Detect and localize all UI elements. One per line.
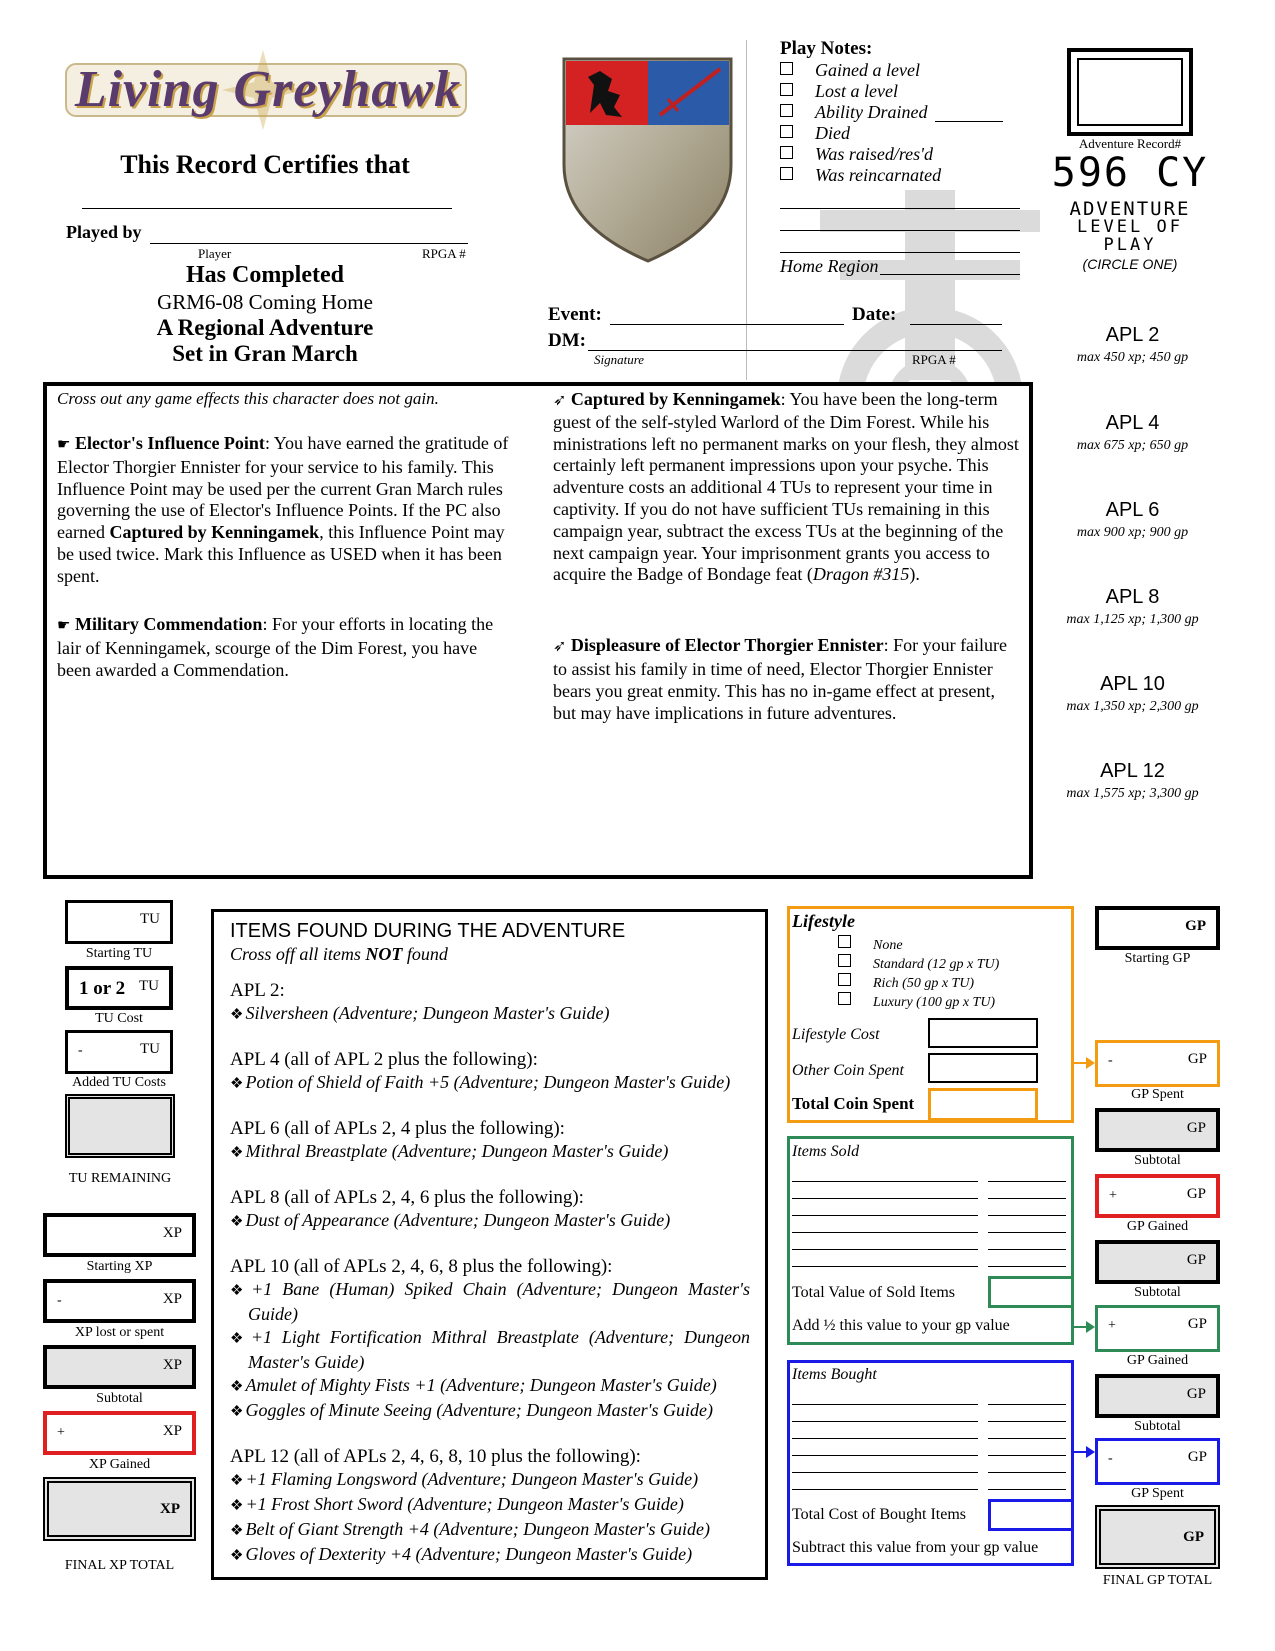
lifestyle-option-label: Rich (50 gp x TU)	[873, 976, 975, 991]
final-gp-label: FINAL GP TOTAL	[1102, 1573, 1213, 1588]
tu-unit: TU	[140, 911, 160, 927]
checkbox-icon[interactable]	[780, 83, 793, 96]
diamond-bullet-icon: ❖	[230, 1523, 244, 1539]
apl-max-reward: max 1,350 xp; 2,300 gp	[1066, 699, 1199, 714]
found-item-label: +1 Bane (Human) Spiked Chain (Adventure; Dungeon Master's Guide)	[248, 1279, 751, 1324]
item-group	[230, 1117, 750, 1165]
xp-unit: XP	[162, 1291, 182, 1307]
year-label: 596 CY	[1051, 150, 1209, 196]
other-coin-input[interactable]	[928, 1053, 1038, 1083]
diamond-bullet-icon: ❖	[230, 1498, 244, 1514]
level-of-play-label: LEVEL OF PLAY	[1077, 217, 1183, 255]
gp-unit: GP	[1186, 1120, 1206, 1136]
certifies-title: This Record Certifies that	[120, 150, 410, 179]
played-by-label: Played by	[66, 222, 142, 242]
lifestyle-option[interactable]	[838, 935, 903, 954]
play-note-label: Ability Drained	[815, 102, 928, 122]
bought-line[interactable]	[792, 1421, 978, 1422]
found-item-label: Dust of Appearance (Adventure; Dungeon Master's Guide)	[245, 1210, 671, 1230]
player-name-line[interactable]	[150, 243, 468, 244]
lifestyle-option-label: Standard (12 gp x TU)	[873, 957, 1000, 972]
item-group-heading: APL 12 (all of APLs 2, 4, 6, 8, 10 plus the following):	[230, 1446, 641, 1467]
found-item[interactable]	[230, 1518, 750, 1543]
arrow-right-icon	[1086, 1446, 1095, 1458]
bought-line[interactable]	[792, 1438, 978, 1439]
logo-text: Living Greyhawk	[74, 61, 462, 118]
gp-gained-box-2[interactable]	[1095, 1305, 1220, 1352]
xp-gained-label: XP Gained	[88, 1457, 151, 1472]
lifestyle-option-label: None	[873, 938, 903, 953]
sold-value-line[interactable]	[988, 1232, 1066, 1233]
item-group-heading: APL 2:	[230, 980, 285, 1001]
effects-intro: Cross out any game effects this character does not gain.	[57, 389, 439, 408]
adventure-setting: Set in Gran March	[172, 341, 358, 366]
gp-gained-label-1: GP Gained	[1126, 1219, 1189, 1234]
xp-unit: XP	[162, 1357, 182, 1373]
diamond-bullet-icon: ❖	[230, 1283, 250, 1299]
apl-level-label[interactable]: APL 8	[1105, 586, 1160, 608]
checkbox-icon[interactable]	[838, 935, 851, 948]
found-item-label: Silversheen (Adventure; Dungeon Master's Guide)	[245, 1003, 610, 1023]
add-half-label: Add ½ this value to your gp value	[792, 1317, 1010, 1334]
apl-level-label[interactable]: APL 4	[1105, 412, 1160, 434]
final-gp-box[interactable]	[1095, 1505, 1220, 1569]
sold-value-line[interactable]	[988, 1198, 1066, 1199]
found-item[interactable]	[230, 1399, 750, 1424]
checkbox-icon[interactable]	[838, 992, 851, 1005]
gp-unit: GP	[1186, 1186, 1206, 1202]
diamond-bullet-icon: ❖	[230, 1076, 244, 1092]
effect-title: Elector's Influence Point	[74, 433, 265, 453]
xp-lost-box[interactable]	[43, 1279, 196, 1323]
player-caption: Player	[198, 246, 232, 261]
starting-xp-label: Starting XP	[86, 1259, 153, 1274]
rpga-caption: RPGA #	[422, 246, 466, 261]
found-item[interactable]	[230, 1209, 750, 1234]
character-name-line[interactable]	[82, 208, 452, 209]
subtitle-text: found	[402, 944, 448, 964]
bought-value-line[interactable]	[988, 1404, 1066, 1405]
effect-reference: Captured by Kenningamek	[109, 522, 320, 543]
item-group-heading: APL 4 (all of APL 2 plus the following):	[230, 1049, 538, 1070]
pointing-hand-icon: ☛	[57, 618, 71, 634]
item-group	[230, 1186, 750, 1234]
items-groups	[230, 979, 750, 1589]
xp-subtotal-label: Subtotal	[96, 1391, 143, 1406]
apl-max-reward: max 675 xp; 650 gp	[1076, 438, 1189, 453]
sold-line[interactable]	[792, 1215, 978, 1216]
apl-max-reward: max 900 xp; 900 gp	[1076, 525, 1189, 540]
date-label: Date:	[852, 304, 897, 325]
play-note-reincarnated[interactable]	[780, 165, 941, 186]
total-bought-input[interactable]	[988, 1499, 1074, 1531]
subtitle-text: Cross off all items	[230, 944, 366, 964]
found-item-label: Belt of Giant Strength +4 (Adventure; Dungeon Master's Guide)	[245, 1519, 711, 1539]
gp-gained-label-2: GP Gained	[1126, 1353, 1189, 1368]
bought-line[interactable]	[792, 1489, 978, 1490]
other-coin-label: Other Coin Spent	[792, 1062, 904, 1079]
found-item[interactable]	[230, 1002, 750, 1027]
total-bought-label: Total Cost of Bought Items	[792, 1506, 966, 1523]
diamond-bullet-icon: ❖	[230, 1007, 244, 1023]
effect-influence-point	[57, 433, 512, 588]
lifestyle-title: Lifestyle	[792, 911, 855, 931]
apl-level-label[interactable]: APL 2	[1105, 324, 1160, 346]
gp-spent-box-2[interactable]	[1095, 1438, 1220, 1485]
gran-march-shield	[560, 55, 735, 265]
play-note-label: Was reincarnated	[815, 165, 942, 185]
sold-line[interactable]	[792, 1198, 978, 1199]
found-item-label: +1 Frost Short Sword (Adventure; Dungeon Master's Guide)	[245, 1494, 684, 1514]
effect-reference: Dragon #315	[812, 564, 910, 585]
bought-value-line[interactable]	[988, 1455, 1066, 1456]
shield-icon	[560, 55, 735, 265]
play-note-label: Was raised/res'd	[815, 144, 934, 164]
effect-text: : For your efforts in locating the lair of Kenningamek, scourge of the Dim Forest, you have been awarded a Commendation.	[57, 614, 494, 680]
gp-unit: GP	[1185, 918, 1206, 934]
minus-sign: -	[57, 1293, 62, 1308]
bought-value-line[interactable]	[988, 1472, 1066, 1473]
checkbox-icon[interactable]	[780, 146, 793, 159]
item-group	[230, 1445, 750, 1568]
checkbox-icon[interactable]	[838, 954, 851, 967]
checkbox-icon[interactable]	[780, 167, 793, 180]
sold-value-line[interactable]	[988, 1266, 1066, 1267]
dm-line[interactable]	[588, 350, 1002, 351]
gp-unit: GP	[1186, 1386, 1206, 1402]
tu-unit: TU	[140, 1041, 160, 1057]
found-item-label: Goggles of Minute Seeing (Adventure; Dungeon Master's Guide)	[245, 1400, 714, 1420]
tu-unit: TU	[139, 978, 159, 994]
arrow-icon: ➶	[553, 638, 567, 655]
play-note-gained-level[interactable]	[780, 60, 920, 81]
found-item[interactable]	[230, 1468, 750, 1493]
bought-value-line[interactable]	[988, 1438, 1066, 1439]
minus-sign: -	[78, 1043, 83, 1058]
adventure-name: GRM6-08 Coming Home	[157, 290, 373, 314]
tu-remaining-box[interactable]	[65, 1094, 175, 1158]
tu-cost-label: TU Cost	[95, 1011, 143, 1026]
found-item-label: +1 Light Fortification Mithral Breastplate (Adventure; Dungeon Master's Guide)	[248, 1327, 750, 1372]
diamond-bullet-icon: ❖	[230, 1548, 244, 1564]
effect-text: : You have earned the gratitude of Elector Thorgier Ennister for your service to his family. This Influence Point may be used per the current Gran March rules governing the use of Elector's Influence Points. If the PC also earned	[57, 433, 509, 543]
home-region-line[interactable]	[880, 274, 1020, 275]
added-tu-box[interactable]	[65, 1030, 173, 1074]
gp-gained-box-1[interactable]	[1095, 1174, 1220, 1218]
sold-line[interactable]	[792, 1181, 978, 1182]
effect-displeasure	[553, 634, 1021, 724]
starting-tu-label: Starting TU	[85, 946, 153, 961]
lifestyle-cost-label: Lifestyle Cost	[792, 1026, 880, 1043]
effect-military-commendation	[57, 613, 497, 681]
items-sold-title: Items Sold	[792, 1143, 860, 1160]
items-bought-title: Items Bought	[792, 1366, 877, 1383]
tu-cost-value: 1 or 2	[79, 978, 126, 999]
lifestyle-option-label: Luxury (100 gp x TU)	[873, 995, 996, 1010]
found-item[interactable]	[230, 1278, 750, 1326]
lifestyle-option[interactable]	[838, 954, 999, 973]
found-item-label: Amulet of Mighty Fists +1 (Adventure; Dungeon Master's Guide)	[245, 1375, 717, 1395]
total-sold-label: Total Value of Sold Items	[792, 1284, 956, 1301]
xp-lost-label: XP lost or spent	[74, 1325, 165, 1340]
found-item-label: Potion of Shield of Faith +5 (Adventure; Dungeon Master's Guide)	[245, 1072, 731, 1092]
items-found-subtitle	[230, 944, 448, 965]
starting-tu-box[interactable]	[65, 900, 173, 944]
adventure-record-label: Adventure Record#	[1078, 136, 1182, 151]
sold-line[interactable]	[792, 1232, 978, 1233]
xp-unit: XP	[162, 1423, 182, 1439]
apl-level-label[interactable]: APL 6	[1105, 499, 1160, 521]
found-item-label: Mithral Breastplate (Adventure; Dungeon Master's Guide)	[245, 1141, 669, 1161]
plus-sign: +	[57, 1425, 65, 1440]
diamond-bullet-icon: ❖	[230, 1473, 244, 1489]
effect-text: : You have been the long-term guest of the self-styled Warlord of the Dim Forest. While his ministrations left no permanent marks on your flesh, they almost certainly left permanent impressions upon your psyche. This adventure costs an additional 4 TUs to represent your time in captivity. If you do not have sufficient TUs remaining in this campaign year, subtract the excess TUs at the beginning of the next campaign year. Your imprisonment grants you access to acquire the Badge of Bondage feat (	[553, 389, 1019, 585]
starting-gp-box[interactable]	[1095, 906, 1220, 950]
items-found-title: ITEMS FOUND DURING THE ADVENTURE	[230, 920, 626, 942]
sold-line[interactable]	[792, 1249, 978, 1250]
diamond-bullet-icon: ❖	[230, 1404, 244, 1420]
play-note-lost-level[interactable]	[780, 81, 898, 102]
gp-subtotal-label-1: Subtotal	[1134, 1153, 1181, 1168]
sold-line[interactable]	[792, 1266, 978, 1267]
effect-text: , this Influence Point may be used twice. Mark this Influence as USED when it has been spent.	[57, 522, 505, 586]
plus-sign: +	[1108, 1318, 1116, 1333]
found-item-label: Gloves of Dexterity +4 (Adventure; Dungeon Master's Guide)	[245, 1544, 693, 1564]
total-coin-input[interactable]	[928, 1088, 1038, 1121]
xp-subtotal-box[interactable]	[43, 1345, 196, 1389]
bought-value-line[interactable]	[988, 1421, 1066, 1422]
found-item[interactable]	[230, 1140, 750, 1165]
xp-unit: XP	[162, 1225, 182, 1241]
final-xp-label: FINAL XP TOTAL	[64, 1558, 175, 1573]
gp-subtotal-box-2[interactable]	[1095, 1240, 1220, 1284]
final-xp-box[interactable]	[43, 1477, 196, 1541]
arrow-right-icon	[1086, 1057, 1095, 1069]
effect-title: Military Commendation	[74, 614, 263, 634]
checkbox-icon[interactable]	[780, 125, 793, 138]
checkbox-icon[interactable]	[780, 62, 793, 75]
dm-rpga-caption: RPGA #	[912, 352, 956, 367]
date-line[interactable]	[910, 324, 1002, 325]
diamond-bullet-icon: ❖	[230, 1331, 249, 1347]
diamond-bullet-icon: ❖	[230, 1214, 244, 1230]
item-group	[230, 1255, 750, 1424]
pointing-hand-icon: ☛	[57, 437, 71, 453]
play-note-label: Died	[815, 123, 850, 143]
total-sold-input[interactable]	[988, 1276, 1074, 1308]
apl-max-reward: max 1,575 xp; 3,300 gp	[1066, 786, 1199, 801]
bought-line[interactable]	[792, 1404, 978, 1405]
home-region-label: Home Region	[780, 256, 879, 276]
signature-caption: Signature	[594, 352, 645, 367]
starting-xp-box[interactable]	[43, 1213, 196, 1257]
dm-label: DM:	[548, 330, 586, 351]
gp-subtotal-label-3: Subtotal	[1134, 1419, 1181, 1434]
xp-unit: XP	[160, 1501, 180, 1517]
apl-level-label[interactable]: APL 10	[1100, 673, 1165, 695]
item-group-heading: APL 8 (all of APLs 2, 4, 6 plus the following):	[230, 1187, 584, 1208]
play-note-raised[interactable]	[780, 144, 933, 165]
adventure-record-box[interactable]	[1067, 48, 1193, 136]
effect-text: : For your failure to assist his family in time of need, Elector Thorgier Ennister bears you great enmity. This has no in-game effect at present, but may have implications in future adventures.	[553, 635, 1008, 723]
item-group-heading: APL 6 (all of APLs 2, 4 plus the following):	[230, 1118, 565, 1139]
column-divider	[746, 40, 747, 380]
ability-drained-line[interactable]	[935, 121, 1003, 122]
gp-spent-label-2: GP Spent	[1131, 1486, 1184, 1501]
play-notes-title: Play Notes:	[780, 38, 873, 59]
play-note-died[interactable]	[780, 123, 850, 144]
notes-line[interactable]	[780, 230, 1020, 231]
sold-value-line[interactable]	[988, 1215, 1066, 1216]
item-group	[230, 979, 750, 1027]
lifestyle-cost-input[interactable]	[928, 1018, 1038, 1048]
adventure-label: ADVENTURE	[1069, 198, 1191, 220]
found-item-label: +1 Flaming Longsword (Adventure; Dungeon Master's Guide)	[245, 1469, 699, 1489]
lifestyle-option[interactable]	[838, 992, 995, 1011]
gp-unit: GP	[1187, 1449, 1207, 1465]
subtitle-not: NOT	[365, 944, 403, 964]
subtract-label: Subtract this value from your gp value	[792, 1539, 1039, 1556]
item-group-heading: APL 10 (all of APLs 2, 4, 6, 8 plus the following):	[230, 1256, 613, 1277]
items-bought-box	[787, 1360, 1074, 1566]
plus-sign: +	[1109, 1188, 1117, 1203]
arrow-right-icon	[1086, 1321, 1095, 1333]
item-group	[230, 1048, 750, 1096]
xp-gained-box[interactable]	[43, 1411, 196, 1455]
gp-unit: GP	[1187, 1316, 1207, 1332]
sold-value-line[interactable]	[988, 1249, 1066, 1250]
diamond-bullet-icon: ❖	[230, 1379, 244, 1395]
play-note-label: Gained a level	[815, 60, 920, 80]
found-item[interactable]	[230, 1493, 750, 1518]
bought-line[interactable]	[792, 1472, 978, 1473]
minus-sign: -	[1108, 1053, 1113, 1068]
notes-line[interactable]	[780, 208, 1020, 209]
gp-unit: GP	[1186, 1252, 1206, 1268]
checkbox-icon[interactable]	[838, 973, 851, 986]
gp-spent-label-1: GP Spent	[1131, 1087, 1184, 1102]
event-label: Event:	[548, 304, 602, 325]
apl-max-reward: max 450 xp; 450 gp	[1076, 350, 1189, 365]
bought-value-line[interactable]	[988, 1489, 1066, 1490]
circle-one-label: (CIRCLE ONE)	[1082, 256, 1178, 272]
diamond-bullet-icon: ❖	[230, 1145, 244, 1161]
play-note-label: Lost a level	[815, 81, 898, 101]
living-greyhawk-logo	[58, 42, 478, 137]
arrow-icon: ➶	[553, 392, 567, 409]
has-completed: Has Completed	[186, 262, 344, 288]
effect-text: ).	[909, 564, 920, 585]
found-item[interactable]	[230, 1326, 750, 1374]
sold-value-line[interactable]	[988, 1181, 1066, 1182]
added-tu-label: Added TU Costs	[72, 1075, 166, 1090]
gp-spent-box-1[interactable]	[1095, 1040, 1220, 1087]
total-coin-label: Total Coin Spent	[792, 1094, 915, 1113]
bought-line[interactable]	[792, 1455, 978, 1456]
lifestyle-option[interactable]	[838, 973, 974, 992]
tu-remaining-label: TU REMAINING	[68, 1171, 172, 1186]
minus-sign: -	[1108, 1451, 1113, 1466]
effect-title: Displeasure of Elector Thorgier Ennister	[570, 635, 884, 655]
tu-cost-box[interactable]	[65, 966, 173, 1010]
found-item[interactable]	[230, 1374, 750, 1399]
event-line[interactable]	[610, 324, 844, 325]
apl-max-reward: max 1,125 xp; 1,300 gp	[1066, 612, 1199, 627]
starting-gp-label: Starting GP	[1124, 951, 1191, 966]
play-note-ability-drained[interactable]	[780, 102, 927, 123]
effect-title: Captured by Kenningamek	[570, 389, 781, 409]
gp-subtotal-label-2: Subtotal	[1134, 1285, 1181, 1300]
apl-level-label[interactable]: APL 12	[1100, 760, 1165, 782]
gp-subtotal-box-3[interactable]	[1095, 1374, 1220, 1418]
gp-subtotal-box-1[interactable]	[1095, 1108, 1220, 1152]
found-item[interactable]	[230, 1071, 750, 1096]
effect-captured	[553, 389, 1021, 586]
gp-unit: GP	[1187, 1051, 1207, 1067]
adventure-type: A Regional Adventure	[156, 315, 374, 340]
checkbox-icon[interactable]	[780, 104, 793, 117]
notes-line[interactable]	[780, 252, 1020, 253]
found-item[interactable]	[230, 1543, 750, 1568]
gp-unit: GP	[1183, 1529, 1204, 1545]
items-sold-box	[787, 1136, 1074, 1345]
